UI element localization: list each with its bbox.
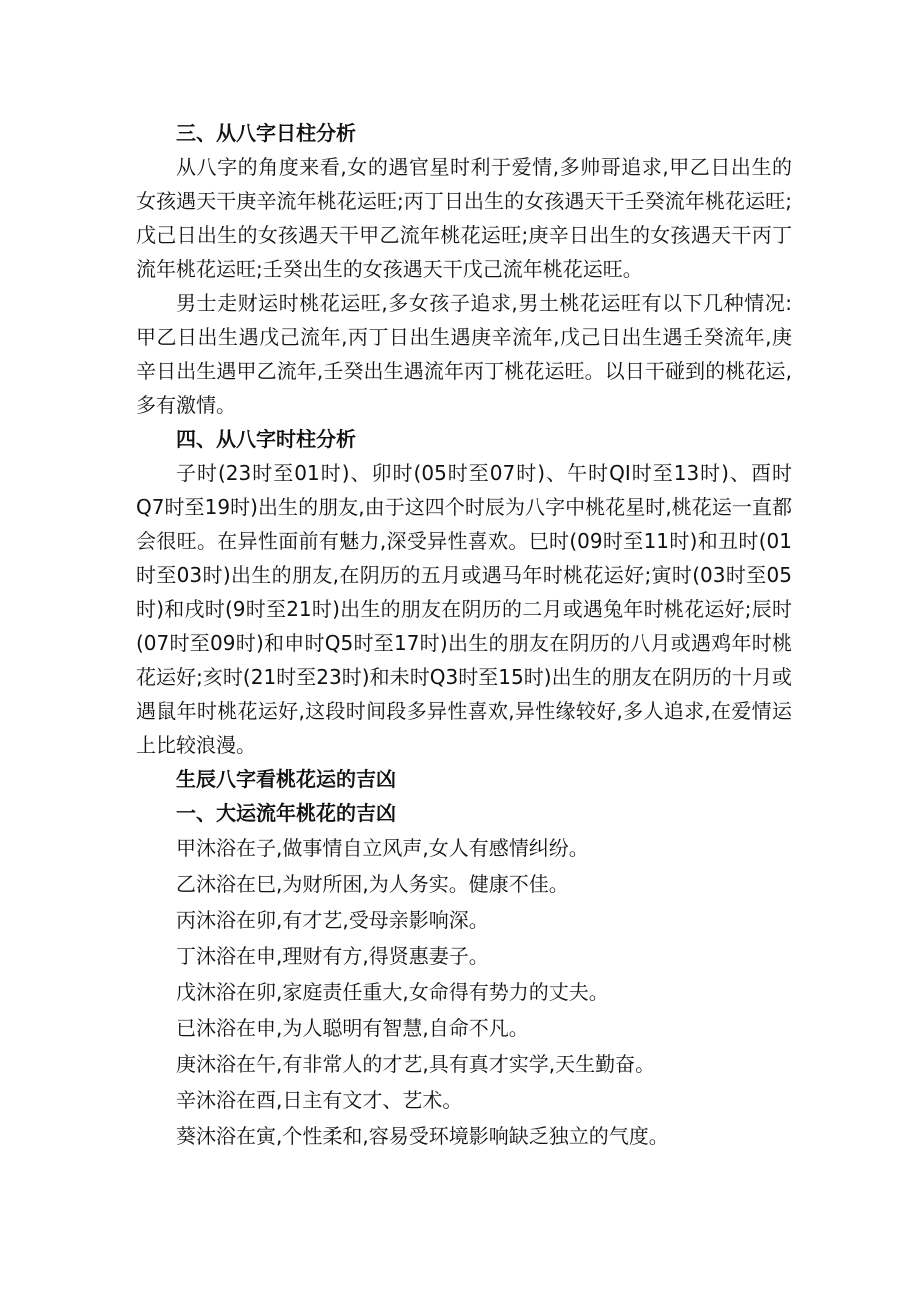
list-item: 已沐浴在申,为人聪明有智慧,自命不凡。 bbox=[176, 1016, 529, 1040]
paragraph-female-peach-blossom: 从八字的角度来看,女的遇官星时利于爱情,多帅哥追求,甲乙日出生的女孩遇天干庚辛流年桃花运旺;丙丁日出生的女孩遇天干壬癸流年桃花运旺;戊己日出生的女孩遇天干甲乙流年桃花运旺;庚辛日出生的女孩遇天干丙丁流年桃花运旺;壬癸出生的女孩遇天干戊己流年桃花运旺。 bbox=[136, 155, 792, 281]
list-item: 丁沐浴在申,理财有方,得贤惠妻子。 bbox=[176, 944, 489, 968]
list-item: 葵沐浴在寅,个性柔和,容易受环境影响缺乏独立的气度。 bbox=[176, 1124, 669, 1148]
list-item: 乙沐浴在巳,为财所困,为人务实。健康不佳。 bbox=[176, 872, 569, 896]
paragraph-male-peach-blossom: 男士走财运时桃花运旺,多女孩子追求,男土桃花运旺有以下几种情况:甲乙日出生遇戊己流年,丙丁日出生遇庚辛流年,戊己日出生遇壬癸流年,庚辛日出生遇甲乙流年,壬癸出生遇流年丙丁桃花运旺。以日干碰到的桃花运,多有激情。 bbox=[136, 291, 792, 417]
section-title-fortune: 生辰八字看桃花运的吉凶 bbox=[176, 767, 396, 791]
section-heading-day-pillar: 三、从八字日柱分析 bbox=[176, 121, 356, 145]
list-item: 甲沐浴在子,做事情自立风声,女人有感情纠纷。 bbox=[176, 836, 589, 860]
section-heading-hour-pillar: 四、从八字时柱分析 bbox=[176, 427, 356, 451]
document-body bbox=[136, 116, 792, 1154]
list-item: 庚沐浴在午,有非常人的才艺,具有真才实学,天生勤奋。 bbox=[176, 1052, 656, 1076]
list-item: 辛沐浴在酉,日主有文才、艺术。 bbox=[176, 1088, 463, 1112]
paragraph-birth-hours: 子时(23时至01时)、卯时(05时至07时)、午时QI时至13时)、酉时Q7时至19时)出生的朋友,由于这四个时辰为八字中桃花星时,桃花运一直都会很旺。在异性面前有魅力,深受异性喜欢。巳时(09时至11时)和丑时(01时至03时)出生的朋友,在阴历的五月或遇马年时桃花运好;寅时(03时至05时)和戌时(9时至21时)出生的朋友在阴历的二月或遇兔年时桃花运好;辰时(07时至09时)和申时Q5时至17时)出生的朋友在阴历的八月或遇鸡年时桃花运好;亥时(21时至23时)和未时Q3时至15时)出生的朋友在阴历的十月或遇鼠年时桃花运好,这段时间段多异性喜欢,异性缘较好,多人追求,在爱情运上比较浪漫。 bbox=[136, 461, 792, 757]
section-subheading-luck-cycle: 一、大运流年桃花的吉凶 bbox=[176, 801, 396, 825]
list-item: 丙沐浴在卯,有才艺,受母亲影响深。 bbox=[176, 908, 489, 932]
list-item: 戊沐浴在卯,家庭责任重大,女命得有势力的丈夫。 bbox=[176, 980, 609, 1004]
list-bathing-stems bbox=[136, 830, 792, 1154]
